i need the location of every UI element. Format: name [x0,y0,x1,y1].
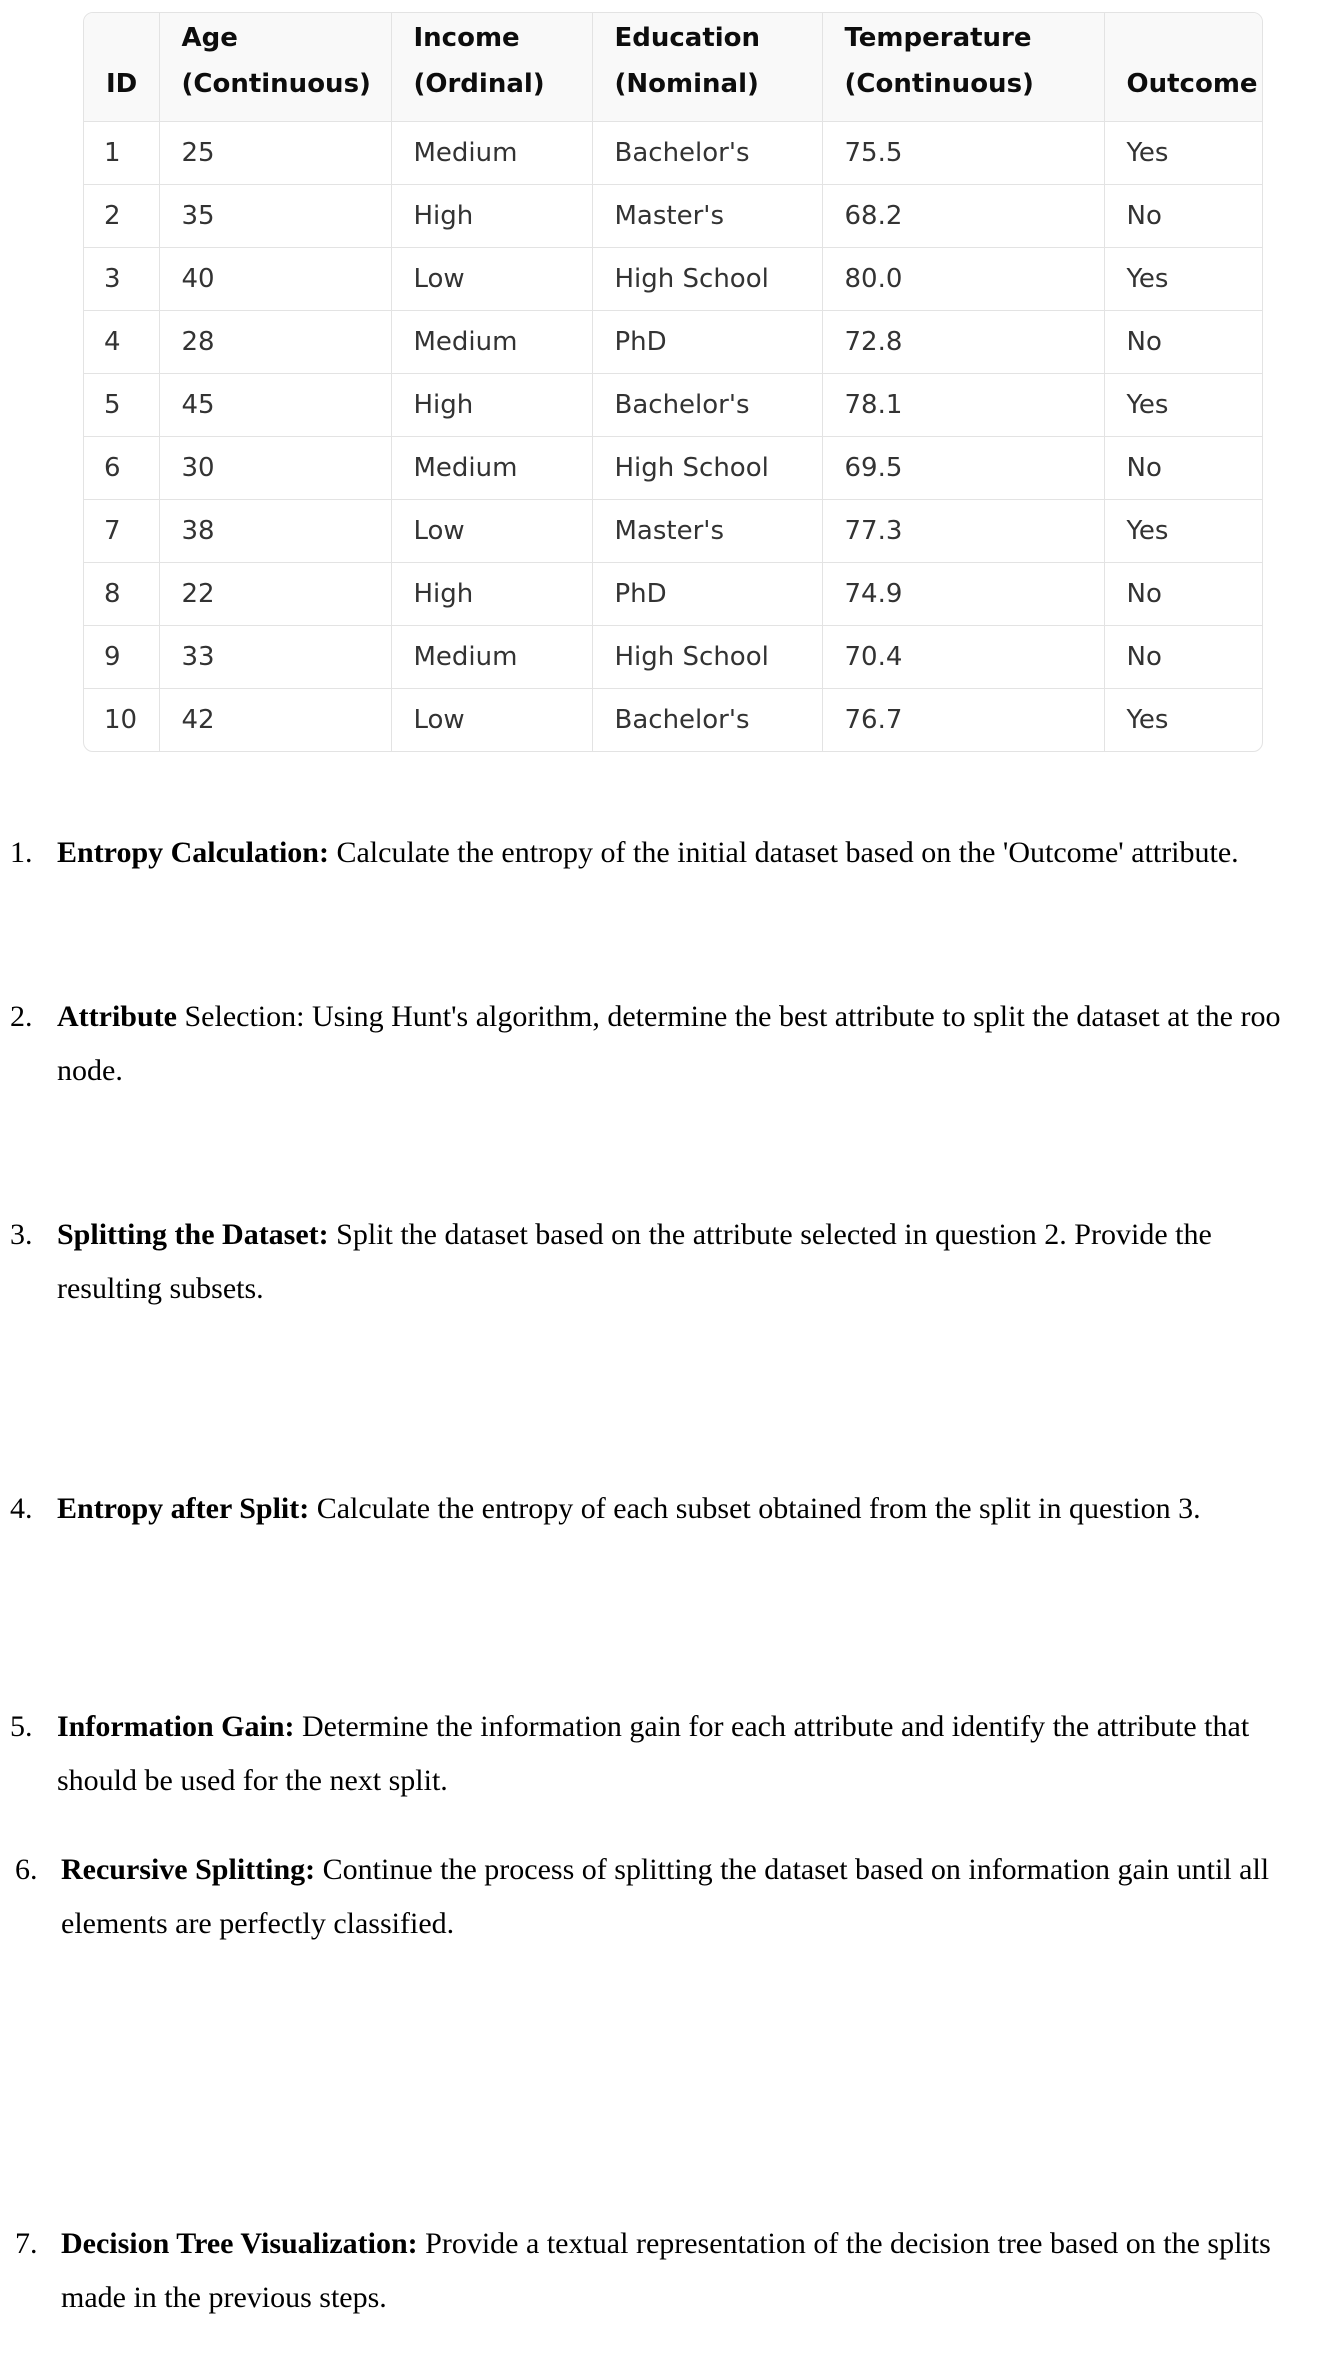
table-row [84,688,1262,751]
table-row [84,436,1262,499]
outcome-cell: Yes [1104,247,1262,310]
temperature-cell: 75.5 [822,121,1104,184]
header-temperature: Temperature (Continuous) [822,13,1104,121]
question-title: Entropy after Split: [57,1492,310,1525]
temperature-cell: 70.4 [822,625,1104,688]
question-number: 5. [10,1710,33,1743]
question-text-continued: node. [57,1054,123,1087]
age-cell: 33 [159,625,391,688]
outcome-cell: Yes [1104,121,1262,184]
question-number: 7. [15,2227,38,2260]
id-cell: 2 [84,184,159,247]
income-cell: High [391,562,592,625]
education-cell: PhD [592,562,822,625]
table-row [84,247,1262,310]
table-row [84,373,1262,436]
age-cell: 35 [159,184,391,247]
income-cell: Medium [391,121,592,184]
age-cell: 40 [159,247,391,310]
temperature-cell: 68.2 [822,184,1104,247]
header-income: Income (Ordinal) [391,13,592,121]
table-body [84,121,1262,751]
outcome-cell: Yes [1126,704,1169,735]
dataset-table-container [83,12,1263,752]
temperature-cell: 76.7 [822,688,1104,751]
question-text: Split the dataset based on the attribute selected in question 2. Provide the [328,1218,1212,1251]
question-number: 4. [10,1492,33,1525]
age-cell: 28 [159,310,391,373]
id-cell: 7 [84,499,159,562]
question-item-5 [10,1700,1249,1808]
temperature-cell: 74.9 [822,562,1104,625]
outcome-cell: Yes [1104,499,1262,562]
outcome-cell: No [1104,436,1262,499]
question-item-6 [15,1843,1269,1951]
question-item-4 [10,1482,1201,1536]
age-cell: 45 [159,373,391,436]
question-title: Entropy Calculation: [57,836,329,869]
education-cell: High School [592,625,822,688]
header-age: Age (Continuous) [159,13,391,121]
question-title: Splitting the Dataset: [57,1218,329,1251]
table-row [84,184,1262,247]
question-number: 6. [15,1853,38,1886]
income-cell: High [391,184,592,247]
table-row [84,625,1262,688]
question-item-3 [10,1208,1212,1316]
education-cell: Master's [592,184,822,247]
outcome-cell: No [1104,562,1262,625]
temperature-cell: 69.5 [822,436,1104,499]
education-cell: Bachelor's [592,121,822,184]
question-title: Information Gain: [57,1710,295,1743]
question-number: 2. [10,1000,33,1033]
header-id: ID [84,13,159,121]
id-cell: 3 [84,247,159,310]
income-cell: Medium [391,310,592,373]
outcome-cell: Yes [1104,373,1262,436]
income-cell: Medium [391,436,592,499]
id-cell: 6 [84,436,159,499]
income-cell: Low [391,499,592,562]
id-cell: 10 [84,688,159,751]
question-title: Attribute [57,1000,177,1033]
question-text: Selection: Using Hunt's algorithm, determine the best attribute to split the dataset at the roo [176,1000,1281,1033]
age-cell: 42 [159,688,391,751]
question-item-2 [10,990,1280,1098]
dataset-table [84,13,1262,751]
temperature-cell: 77.3 [822,499,1104,562]
temperature-cell: 78.1 [822,373,1104,436]
header-education: Education (Nominal) [592,13,822,121]
age-cell: 22 [159,562,391,625]
age-cell: 30 [159,436,391,499]
outcome-cell: No [1104,625,1262,688]
education-cell: High School [592,247,822,310]
education-cell: High School [592,436,822,499]
question-item-1 [10,826,1239,880]
question-text: Provide a textual representation of the decision tree based on the splits [417,2227,1271,2260]
table-header-row [84,13,1262,121]
education-cell: Bachelor's [592,373,822,436]
temperature-cell: 72.8 [822,310,1104,373]
education-cell: Bachelor's [592,688,822,751]
income-cell: High [391,373,592,436]
question-text-continued: should be used for the next split. [57,1764,448,1797]
question-number: 3. [10,1218,33,1251]
age-cell: 25 [159,121,391,184]
question-item-7 [15,2217,1271,2325]
question-text: Continue the process of splitting the dataset based on information gain until all [315,1853,1270,1886]
question-title: Recursive Splitting: [61,1853,316,1886]
question-text: Determine the information gain for each attribute and identify the attribute that [294,1710,1250,1743]
id-cell: 1 [84,121,159,184]
outcome-cell: No [1104,310,1262,373]
id-cell: 8 [84,562,159,625]
question-text: Calculate the entropy of the initial dataset based on the 'Outcome' attribute. [328,836,1239,869]
question-text-continued: resulting subsets. [57,1272,264,1305]
income-cell: Low [391,688,592,751]
table-row [84,310,1262,373]
question-title: Decision Tree Visualization: [61,2227,418,2260]
question-text-continued: made in the previous steps. [61,2281,387,2314]
question-text: Calculate the entropy of each subset obtained from the split in question 3. [309,1492,1201,1525]
table-row [84,121,1262,184]
id-cell: 5 [84,373,159,436]
table-row [84,499,1262,562]
age-cell: 38 [159,499,391,562]
question-number: 1. [10,836,33,869]
temperature-cell: 80.0 [822,247,1104,310]
education-cell: Master's [592,499,822,562]
outcome-cell: No [1104,184,1262,247]
table-row [84,562,1262,625]
income-cell: Medium [391,625,592,688]
education-cell: PhD [592,310,822,373]
question-text-continued: elements are perfectly classified. [61,1907,455,1940]
income-cell: Low [391,247,592,310]
id-cell: 9 [84,625,159,688]
id-cell: 4 [84,310,159,373]
header-outcome: Outcome [1104,13,1262,121]
